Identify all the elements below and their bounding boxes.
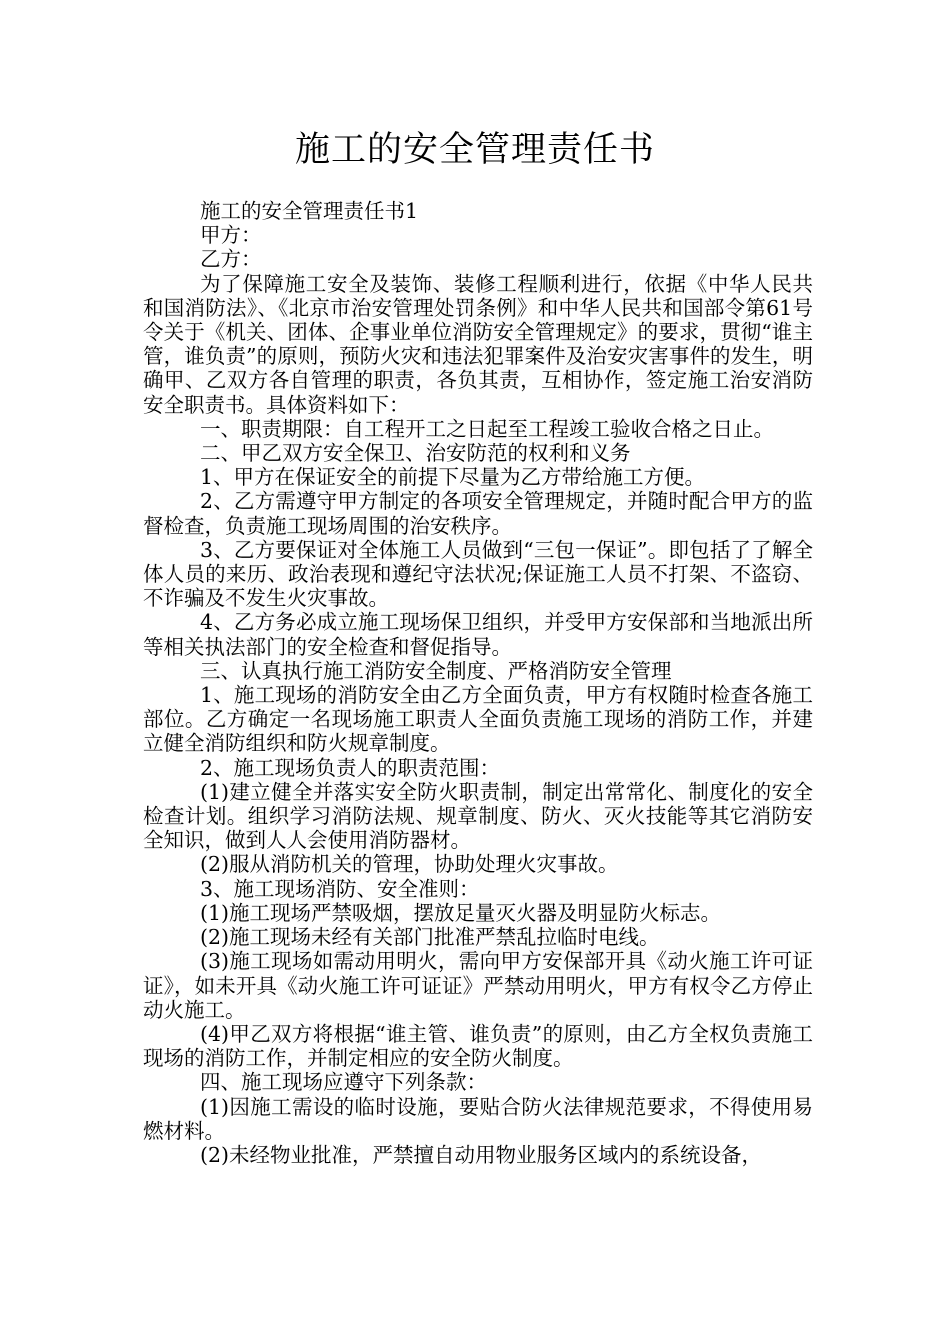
paragraph: (1)因施工需设的临时设施，要贴合防火法律规范要求，不得使用易燃材料。	[143, 1094, 813, 1143]
paragraph: 3、施工现场消防、安全准则：	[200, 876, 480, 901]
paragraph: (1)建立健全并落实安全防火职责制，制定出常常化、制度化的安全检查计划。组织学习消防法规、规章制度、防火、灭火技能等其它消防安全知识，做到人人会使用消防器材。	[143, 779, 813, 853]
paragraph-party-b: 乙方：	[200, 247, 262, 272]
paragraph: (3)施工现场如需动用明火，需向甲方安保部开具《动火施工许可证证》，如未开具《动火施工许可证证》严禁动用明火，甲方有权令乙方停止动火施工。	[143, 949, 813, 1022]
paragraph: 3、乙方要保证对全体施工人员做到“三包一保证”。即包括了了解全体人员的来历、政治表现和遵纪守法状况;保证施工人员不打架、不盗窃、不诈骗及不发生火灾事故。	[143, 537, 813, 611]
paragraph-section-3: 三、认真执行施工消防安全制度、严格消防安全管理	[200, 658, 672, 683]
paragraph-section-1: 一、职责期限：自工程开工之日起至工程竣工验收合格之日止。	[200, 416, 774, 441]
document-body	[143, 199, 813, 1167]
paragraph: (2)服从消防机关的管理，协助处理火灾事故。	[200, 852, 619, 877]
paragraph-section-4: 四、施工现场应遵守下列条款：	[200, 1070, 487, 1095]
paragraph-party-a: 甲方：	[200, 223, 262, 248]
paragraph: 4、乙方务必成立施工现场保卫组织，并受甲方安保部和当地派出所等相关执法部门的安全检查和督促指导。	[143, 610, 813, 659]
paragraph: (4)甲乙双方将根据“谁主管、谁负责”的原则，由乙方全权负责施工现场的消防工作，并制定相应的安全防火制度。	[143, 1021, 813, 1071]
paragraph: 1、施工现场的消防安全由乙方全面负责，甲方有权随时检查各施工部位。乙方确定一名现场施工职责人全面负责施工现场的消防工作，并建立健全消防组织和防火规章制度。	[143, 683, 813, 756]
paragraph: (2)未经物业批准，严禁擅自动用物业服务区域内的系统设备，	[200, 1142, 763, 1167]
paragraph: (2)施工现场未经有关部门批准严禁乱拉临时电线。	[200, 925, 660, 950]
paragraph: 2、乙方需遵守甲方制定的各项安全管理规定，并随时配合甲方的监督检查，负责施工现场周围的治安秩序。	[143, 489, 813, 538]
paragraph-preamble: 为了保障施工安全及装饰、装修工程顺利进行，依据《中华人民共和国消防法》、《北京市治安管理处罚条例》和中华人民共和国部令第61号令关于《机关、团体、企事业单位消防安全管理规定》的要求，贯彻“谁主管，谁负责”的原则，预防火灾和违法犯罪案件及治安灾害事件的发生，明确甲、乙双方各自管理的职责，各负其责，互相协作，签定施工治安消防安全职责书。具体资料如下：	[143, 271, 813, 417]
document-title: 施工的安全管理责任书	[294, 130, 655, 170]
paragraph: 1、甲方在保证安全的前提下尽量为乙方带给施工方便。	[200, 465, 706, 490]
paragraph-section-2: 二、甲乙双方安全保卫、治安防范的权利和义务	[200, 441, 631, 466]
paragraph-heading: 施工的安全管理责任书1	[200, 199, 419, 223]
paragraph: (1)施工现场严禁吸烟，摆放足量灭火器及明显防火标志。	[200, 900, 722, 925]
paragraph: 2、施工现场负责人的职责范围：	[200, 755, 501, 780]
